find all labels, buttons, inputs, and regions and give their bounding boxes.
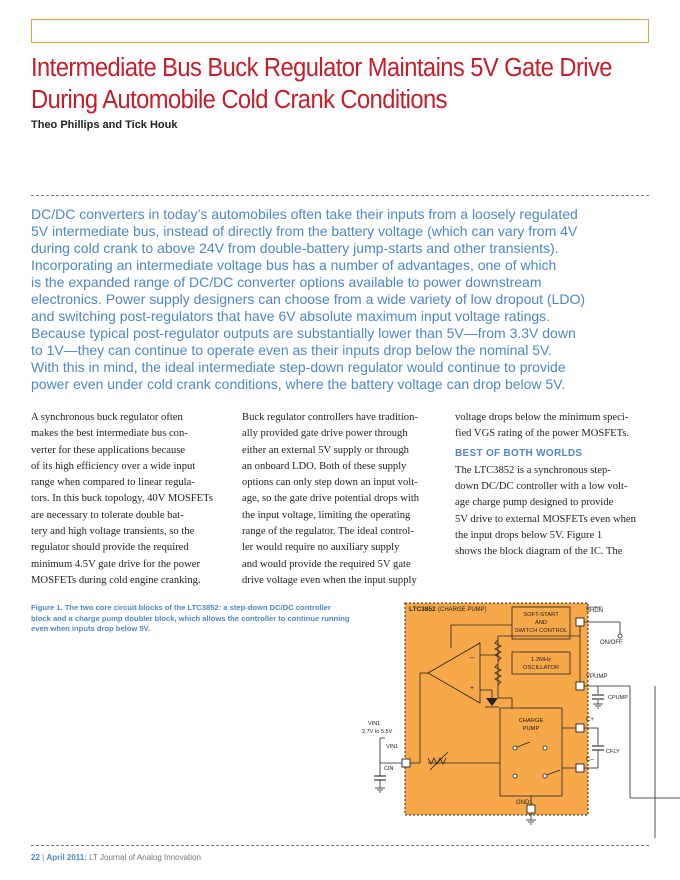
softstart-label-1: SOFT-START bbox=[523, 612, 559, 618]
article-authors: Theo Phillips and Tick Houk bbox=[31, 119, 178, 131]
intro-line: is the expanded range of DC/DC converter options available to power downstream bbox=[31, 274, 542, 290]
gnd1-label: GND1 bbox=[516, 800, 533, 806]
issue-date: April 2011 bbox=[46, 853, 85, 862]
shdn-label: SHDN bbox=[586, 608, 604, 614]
body-line: range of the regulator. The ideal control- bbox=[242, 526, 414, 538]
cminus-label: C– bbox=[586, 757, 594, 763]
chargepump-label-2: PUMP bbox=[522, 726, 540, 732]
body-line: ler would require no auxiliary supply bbox=[242, 542, 400, 554]
amp-plus-label: + bbox=[470, 685, 475, 692]
body-line: shows the block diagram of the IC. The bbox=[455, 546, 623, 558]
caption-line: block and a charge pump doubler block, which allows the controller to continue running bbox=[31, 613, 350, 623]
softstart-label-3: SWITCH CONTROL bbox=[514, 628, 568, 634]
header-banner-box bbox=[31, 19, 649, 43]
figure-caption bbox=[31, 603, 376, 635]
divider-bottom bbox=[31, 845, 649, 846]
title-line: During Automobile Cold Crank Conditions bbox=[31, 86, 447, 114]
vin1-label: VIN1 bbox=[368, 721, 381, 727]
onoff-terminal bbox=[618, 634, 622, 638]
body-line: tors. In this buck topology, 40V MOSFETs bbox=[31, 493, 214, 505]
cpump-label: CPUMP bbox=[608, 695, 628, 701]
intro-line: and switching post-regulators that have 6V absolute maximum input voltage ratings. bbox=[31, 308, 551, 324]
footer-colon: : bbox=[84, 853, 87, 862]
block-diagram bbox=[330, 598, 680, 838]
body-line: of its high efficiency over a wide input bbox=[31, 460, 196, 472]
body-column-3 bbox=[455, 410, 636, 561]
body-line: an onboard LDO. Both of these supply bbox=[242, 460, 407, 472]
oscillator-label-1: 1.2MHz bbox=[531, 657, 551, 663]
body-line: MOSFETs during cold engine cranking. bbox=[31, 574, 201, 586]
intro-paragraph bbox=[31, 206, 671, 393]
intro-line: during cold crank to above 24V from double-battery jump-starts and other transients). bbox=[31, 240, 559, 256]
intro-line: Incorporating an intermediate voltage bus has a number of advantages, one of which bbox=[31, 257, 557, 273]
body-column-2 bbox=[242, 410, 419, 589]
cplus-label: C+ bbox=[586, 717, 594, 723]
body-line: ally provided gate drive power through bbox=[242, 428, 408, 440]
vin1-pin-label: VIN1 bbox=[386, 744, 399, 750]
vin1-range-label: 2.7V to 5.5V bbox=[362, 729, 393, 735]
section-heading: BEST OF BOTH WORLDS bbox=[455, 447, 583, 459]
body-line: drive voltage even when the input supply bbox=[242, 574, 417, 586]
body-line: age, so the gate drive potential drops with bbox=[242, 493, 420, 505]
body-line: fied VGS rating of the power MOSFETs. bbox=[455, 428, 630, 440]
body-line: minimum 4.5V gate drive for the power bbox=[31, 558, 200, 570]
body-line: either an external 5V supply or through bbox=[242, 444, 409, 456]
body-line: down DC/DC controller with a low volt- bbox=[455, 481, 628, 493]
journal-name: LT Journal of Analog Innovation bbox=[89, 853, 201, 862]
body-line: Buck regulator controllers have tradition- bbox=[242, 412, 418, 423]
intro-line: electronics. Power supply designers can choose from a wide variety of low dropout (LDO) bbox=[31, 291, 586, 307]
chip-label: LTC3852 bbox=[409, 606, 436, 613]
body-line: tery and high voltage transients, so the bbox=[31, 526, 195, 538]
oscillator-label-2: OSCILLATOR bbox=[522, 665, 560, 671]
body-line: A synchronous buck regulator often bbox=[31, 412, 183, 423]
chip-sublabel: (CHARGE PUMP) bbox=[438, 607, 487, 613]
cin-label: CIN bbox=[384, 766, 394, 772]
body-line: age charge pump designed to provide bbox=[455, 497, 614, 509]
body-line: verter for these applications because bbox=[31, 444, 186, 456]
intro-line: 5V intermediate bus, instead of directly from the battery voltage (which can vary from 4V bbox=[31, 223, 578, 239]
intro-line: With this in mind, the ideal intermediate step-down regulator would continue to provide bbox=[31, 359, 566, 375]
body-line: and would provide the required 5V gate bbox=[242, 558, 411, 570]
vpump-label: VPUMP bbox=[586, 674, 608, 680]
body-line: makes the best intermediate bus con- bbox=[31, 428, 188, 440]
body-line: regulator should provide the required bbox=[31, 542, 189, 554]
onoff-label: ON/OFF bbox=[600, 640, 623, 646]
divider-top bbox=[31, 195, 649, 196]
intro-line: Because typical post-regulator outputs are substantially lower than 5V—from 3.3V down bbox=[31, 325, 576, 341]
body-line: 5V drive to external MOSFETs even when bbox=[455, 513, 636, 525]
body-line: range when compared to linear regula- bbox=[31, 477, 195, 489]
body-line: voltage drops below the minimum speci- bbox=[455, 412, 629, 423]
body-line: the input drops below 5V. Figure 1 bbox=[455, 530, 603, 542]
cfly-label: CFLY bbox=[606, 749, 620, 755]
body-line: the input voltage, limiting the operating bbox=[242, 509, 411, 521]
caption-line: Figure 1. The two core circuit blocks of the LTC3852: a step-down DC/DC controller bbox=[31, 603, 331, 612]
body-column-1 bbox=[31, 410, 213, 589]
amp-minus-label: – bbox=[470, 653, 475, 662]
caption-line: even when inputs drop below 5V. bbox=[31, 624, 151, 633]
footer-separator: | bbox=[42, 853, 45, 862]
body-line: The LTC3852 is a synchronous step- bbox=[455, 464, 611, 476]
chargepump-label-1: CHARGE bbox=[518, 718, 544, 724]
body-line: are necessary to tolerate double bat- bbox=[31, 509, 184, 521]
softstart-label-2: AND bbox=[534, 620, 548, 626]
title-line: Intermediate Bus Buck Regulator Maintains 5V Gate Drive bbox=[31, 54, 612, 82]
page-footer bbox=[31, 853, 201, 862]
intro-line: DC/DC converters in today’s automobiles often take their inputs from a loosely regulated bbox=[31, 206, 578, 222]
body-line: options can only step down an input volt- bbox=[242, 477, 418, 489]
article-title bbox=[31, 52, 617, 116]
intro-line: to 1V—they can continue to operate even as their inputs drop below the nominal 5V. bbox=[31, 342, 552, 358]
page-number: 22 bbox=[31, 853, 40, 862]
intro-line: power even under cold crank conditions, where the battery voltage can drop below 5V. bbox=[31, 376, 566, 392]
